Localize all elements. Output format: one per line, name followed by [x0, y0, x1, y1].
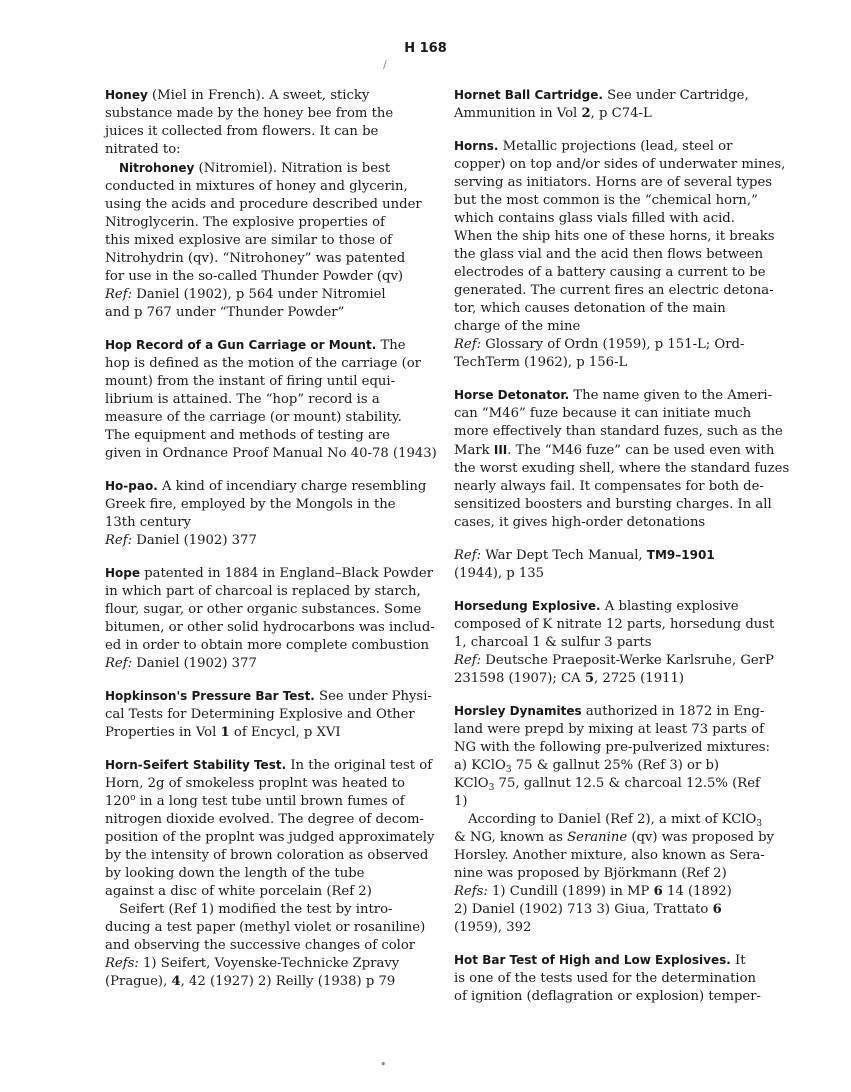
- text-line: [105, 391, 425, 409]
- text-span: KClO: [454, 776, 489, 791]
- text-span: 4: [171, 974, 181, 989]
- text-span: the glass vial and the acid then flows between: [454, 247, 764, 262]
- text-span: Ref:: [454, 653, 482, 668]
- text-span: Ref:: [105, 533, 133, 548]
- text-span: Mark: [454, 443, 494, 458]
- text-span: NG with the following pre-pulverized mixtures:: [454, 740, 770, 755]
- text-span: nearly always fail. It compensates for both de-: [454, 479, 764, 494]
- text-line: [105, 601, 425, 619]
- encyclopedia-entry: [105, 687, 432, 742]
- text-span: It: [730, 953, 746, 968]
- text-line: [454, 901, 772, 919]
- text-span: in a long test tube until brown fumes of: [135, 794, 405, 809]
- text-line: [454, 702, 772, 721]
- text-span: Refs:: [105, 956, 139, 971]
- text-span: mount) from the instant of firing until equi-: [105, 374, 396, 389]
- text-span: but the most common is the “chemical horn,”: [454, 193, 758, 208]
- text-span: nine was proposed by Björkmann (Ref 2): [454, 866, 727, 881]
- text-line: [454, 336, 772, 354]
- text-line: [105, 619, 435, 637]
- text-line: [454, 739, 772, 757]
- text-span: Ref:: [454, 548, 482, 563]
- text-line: [454, 192, 772, 210]
- text-line: [105, 214, 425, 232]
- text-line: [454, 546, 772, 565]
- text-span: Horn, 2g of smokeless proplnt was heated to: [105, 776, 405, 791]
- text-span: Seranine: [567, 830, 628, 845]
- text-span: Metallic projections (lead, steel or: [498, 139, 733, 154]
- encyclopedia-entry: [454, 546, 772, 583]
- text-line: [105, 901, 425, 919]
- text-line: [105, 86, 425, 105]
- text-line: [454, 246, 772, 264]
- text-span: and p 767 under “Thunder Powder”: [105, 305, 345, 320]
- text-line: [454, 652, 772, 670]
- text-line: [105, 919, 425, 937]
- text-line: [454, 883, 772, 901]
- text-span: The: [376, 338, 406, 353]
- text-line: [454, 460, 790, 478]
- text-line: [105, 532, 425, 550]
- text-span: 75, gallnut 12.5 & charcoal 12.5% (Ref: [494, 776, 760, 791]
- text-span: Glossary of Ordn (1959), p 151-L; Ord-: [481, 337, 745, 352]
- text-line: [105, 514, 425, 532]
- text-line: [454, 597, 772, 616]
- text-span: nitrated to:: [105, 142, 181, 157]
- text-span: Horsley. Another mixture, also known as Sera-: [454, 848, 765, 863]
- text-line: [105, 123, 425, 141]
- text-span: A kind of incendiary charge resembling: [157, 479, 427, 494]
- text-span: the worst exuding shell, where the standard fuzes: [454, 461, 790, 476]
- text-span: War Dept Tech Manual,: [481, 548, 647, 563]
- encyclopedia-entry: [454, 137, 786, 372]
- text-line: [105, 865, 425, 883]
- text-span: 75 & gallnut 25% (Ref 3) or b): [511, 758, 720, 773]
- entry-heading: Hot Bar Test of High and Low Explosives.: [454, 953, 731, 967]
- text-span: of ignition (deflagration or explosion) temper-: [454, 989, 761, 1004]
- text-span: is one of the tests used for the determination: [454, 971, 757, 986]
- text-line: [105, 477, 425, 496]
- text-span: Daniel (1902) 377: [132, 656, 257, 671]
- text-line: [105, 373, 425, 391]
- text-line: [454, 228, 775, 246]
- text-line: [105, 724, 425, 742]
- text-span: measure of the carriage (or mount) stability.: [105, 410, 402, 425]
- text-line: [105, 196, 425, 214]
- text-line: [105, 336, 425, 355]
- text-span: Daniel (1902), p 564 under Nitromiel: [132, 287, 386, 302]
- text-span: patented in 1884 in England–Black Powder: [140, 566, 434, 581]
- text-span: 6: [653, 884, 663, 899]
- text-span: , 2725 (1911): [594, 671, 685, 686]
- entry-heading: Hop Record of a Gun Carriage or Mount.: [105, 338, 377, 352]
- right-column: [454, 86, 790, 1020]
- text-line: [454, 405, 772, 423]
- entry-heading: Horn-Seifert Stability Test.: [105, 758, 287, 772]
- text-span: land were prepd by mixing at least 73 parts of: [454, 722, 764, 737]
- text-span: copper) on top and/or sides of underwater mines,: [454, 157, 786, 172]
- text-line: [454, 210, 772, 228]
- text-span: by looking down the length of the tube: [105, 866, 365, 881]
- text-span: Ref:: [454, 337, 482, 352]
- entry-heading: Horsley Dynamites: [454, 704, 582, 718]
- entry-heading: Hornet Ball Cartridge.: [454, 88, 603, 102]
- text-line: [454, 757, 772, 775]
- text-span: composed of K nitrate 12 parts, horsedung dust: [454, 617, 775, 632]
- text-span: 231598 (1907); CA: [454, 671, 585, 686]
- text-span: See under Cartridge,: [602, 88, 749, 103]
- text-span: 14 (1892): [662, 884, 732, 899]
- entry-heading: Hope: [105, 566, 141, 580]
- text-line: [454, 496, 772, 514]
- entry-heading: Honey: [105, 88, 148, 102]
- text-span: conducted in mixtures of honey and glycerin,: [105, 179, 408, 194]
- text-span: for use in the so-called Thunder Powder (qv): [105, 269, 404, 284]
- text-span: bitumen, or other solid hydrocarbons was includ-: [105, 620, 435, 635]
- text-span: a) KClO: [454, 758, 506, 773]
- entry-heading: TM9–1901: [646, 548, 715, 562]
- text-span: generated. The current fires an electric detona-: [454, 283, 774, 298]
- page-number: H 168: [404, 41, 447, 56]
- stray-mark: /: [383, 58, 387, 71]
- text-line: [105, 706, 425, 724]
- text-line: [454, 174, 772, 192]
- text-span: of Encycl, p XVI: [229, 725, 341, 740]
- text-span: (qv) was proposed by: [627, 830, 774, 845]
- text-span: charge of the mine: [454, 319, 581, 334]
- text-line: [454, 847, 772, 865]
- text-span: sensitized boosters and bursting charges. In all: [454, 497, 772, 512]
- text-span: (1959), 392: [454, 920, 532, 935]
- text-line: [105, 756, 433, 775]
- text-span: position of the proplnt was judged approximately: [105, 830, 435, 845]
- text-span: Nitrohydrin (qv). “Nitrohoney” was patented: [105, 251, 406, 266]
- text-line: [454, 137, 772, 156]
- text-span: against a disc of white porcelain (Ref 2): [105, 884, 372, 899]
- text-span: 120: [105, 794, 131, 809]
- text-span: this mixed explosive are similar to those of: [105, 233, 393, 248]
- text-line: [105, 655, 425, 673]
- text-line: [105, 268, 425, 286]
- text-line: [454, 86, 772, 105]
- text-line: [454, 441, 775, 460]
- text-line: [105, 687, 432, 706]
- text-span: Ref:: [105, 287, 133, 302]
- text-span: Ref:: [105, 656, 133, 671]
- text-span: substance made by the honey bee from the: [105, 106, 394, 121]
- entry-heading: Hopkinson's Pressure Bar Test.: [105, 689, 315, 703]
- text-line: [105, 409, 425, 427]
- text-span: electrodes of a battery causing a current to be: [454, 265, 766, 280]
- text-line: [454, 386, 772, 405]
- text-span: , p C74-L: [590, 106, 652, 121]
- text-span: flour, sugar, or other organic substances. Some: [105, 602, 422, 617]
- text-line: [454, 156, 786, 174]
- text-span: (1944), p 135: [454, 566, 545, 581]
- text-line: [105, 583, 425, 601]
- text-span: 1) Cundill (1899) in MP: [487, 884, 654, 899]
- text-line: [105, 955, 425, 973]
- text-span: Properties in Vol: [105, 725, 221, 740]
- encyclopedia-entry: [105, 86, 425, 322]
- text-span: can “M46” fuze because it can initiate much: [454, 406, 752, 421]
- text-span: 1: [220, 725, 230, 740]
- text-span: 2: [581, 106, 591, 121]
- left-column: [105, 86, 437, 1005]
- text-span: 2) Daniel (1902) 713 3) Giua, Trattato: [454, 902, 713, 917]
- text-line: [454, 775, 772, 793]
- text-span: 13th century: [105, 515, 191, 530]
- text-line: [454, 616, 775, 634]
- text-line: [454, 811, 772, 829]
- entry-heading: Horns.: [454, 139, 499, 153]
- text-line: [454, 970, 772, 988]
- entry-heading: Ho-pao.: [105, 479, 158, 493]
- encyclopedia-entry: [454, 702, 772, 937]
- text-line: [105, 286, 425, 304]
- text-line: [105, 178, 425, 196]
- text-line: [105, 883, 425, 901]
- encyclopedia-entry: [454, 386, 790, 532]
- text-span: & NG, known as: [454, 830, 568, 845]
- text-span: Refs:: [454, 884, 488, 899]
- entry-heading: III: [493, 443, 508, 457]
- text-line: [454, 318, 772, 336]
- text-span: The equipment and methods of testing are: [105, 428, 390, 443]
- encyclopedia-entry: [454, 86, 772, 123]
- text-span: A blasting explosive: [600, 599, 739, 614]
- text-span: and observing the successive changes of color: [105, 938, 416, 953]
- text-span: . The “M46 fuze” can be used even with: [507, 443, 775, 458]
- text-line: [105, 829, 435, 847]
- text-line: [454, 951, 772, 970]
- text-line: [454, 354, 772, 372]
- text-span: (Prague),: [105, 974, 172, 989]
- text-span: more effectively than standard fuzes, such as the: [454, 424, 783, 439]
- text-line: [105, 304, 425, 322]
- text-span: ed in order to obtain more complete combustion: [105, 638, 430, 653]
- text-span: The name given to the Ameri-: [569, 388, 773, 403]
- text-line: [454, 423, 783, 441]
- text-line: [105, 141, 425, 159]
- text-line: [105, 811, 425, 829]
- text-span: by the intensity of brown coloration as observed: [105, 848, 429, 863]
- text-line: [105, 564, 434, 583]
- text-span: using the acids and procedure described under: [105, 197, 422, 212]
- text-line: [454, 514, 772, 532]
- text-span: 3: [488, 783, 495, 793]
- text-span: Seifert (Ref 1) modified the test by intro-: [119, 902, 393, 917]
- text-span: See under Physi-: [314, 689, 432, 704]
- encyclopedia-entry: [105, 756, 435, 991]
- text-span: 6: [712, 902, 722, 917]
- text-line: [454, 670, 772, 688]
- text-line: [105, 445, 437, 463]
- text-span: o: [130, 793, 136, 803]
- text-line: [454, 282, 772, 300]
- text-span: authorized in 1872 in Eng-: [581, 704, 765, 719]
- encyclopedia-entry: [105, 477, 425, 550]
- entry-heading: Nitrohoney: [119, 161, 195, 175]
- text-span: 1, charcoal 1 & sulfur 3 parts: [454, 635, 652, 650]
- text-line: [454, 478, 772, 496]
- text-span: nitrogen dioxide evolved. The degree of decom-: [105, 812, 424, 827]
- text-line: [105, 637, 430, 655]
- entry-heading: Horsedung Explosive.: [454, 599, 601, 613]
- text-line: [454, 721, 772, 739]
- text-span: hop is defined as the motion of the carriage (or: [105, 356, 421, 371]
- text-span: Greek fire, employed by the Mongols in the: [105, 497, 396, 512]
- text-span: in which part of charcoal is replaced by starch,: [105, 584, 421, 599]
- text-line: [454, 793, 772, 811]
- text-span: According to Daniel (Ref 2), a mixt of KClO: [468, 812, 757, 827]
- text-span: Deutsche Praeposit-Werke Karlsruhe, GerP: [481, 653, 774, 668]
- text-span: Nitroglycerin. The explosive properties of: [105, 215, 385, 230]
- text-line: [454, 300, 772, 318]
- text-line: [454, 105, 772, 123]
- text-line: [454, 865, 772, 883]
- text-line: [454, 565, 772, 583]
- encyclopedia-entry: [454, 597, 775, 688]
- text-span: juices it collected from flowers. It can be: [105, 124, 379, 139]
- text-line: [105, 250, 425, 268]
- text-line: [105, 937, 425, 955]
- text-line: [105, 427, 425, 445]
- text-line: [454, 829, 772, 847]
- text-line: [105, 973, 425, 991]
- text-span: cases, it gives high-order detonations: [454, 515, 706, 530]
- text-span: 1): [454, 794, 468, 809]
- text-line: [105, 496, 425, 514]
- text-line: [105, 775, 425, 793]
- text-span: serving as initiators. Horns are of several types: [454, 175, 773, 190]
- text-span: 3: [505, 765, 512, 775]
- text-span: TechTerm (1962), p 156-L: [454, 355, 628, 370]
- text-span: 1) Seifert, Voyenske-Technicke Zpravy: [138, 956, 400, 971]
- text-span: Daniel (1902) 377: [132, 533, 257, 548]
- text-span: Ammunition in Vol: [454, 106, 582, 121]
- text-line: [454, 988, 772, 1006]
- text-line: [105, 232, 425, 250]
- encyclopedia-entry: [105, 564, 435, 673]
- text-span: librium is attained. The “hop” record is a: [105, 392, 380, 407]
- text-span: In the original test of: [286, 758, 433, 773]
- text-span: ducing a test paper (methyl violet or rosaniline): [105, 920, 426, 935]
- stray-dot: •: [380, 1058, 387, 1071]
- text-line: [105, 355, 425, 373]
- text-line: [105, 159, 425, 178]
- text-span: , 42 (1927) 2) Reilly (1938) p 79: [180, 974, 396, 989]
- text-span: which contains glass vials filled with acid.: [454, 211, 735, 226]
- text-line: [105, 105, 425, 123]
- text-span: tor, which causes detonation of the main: [454, 301, 726, 316]
- encyclopedia-entry: [105, 336, 437, 463]
- text-span: given in Ordnance Proof Manual No 40-78 (1943): [105, 446, 437, 461]
- text-span: When the ship hits one of these horns, it breaks: [454, 229, 775, 244]
- text-span: 5: [584, 671, 595, 686]
- text-span: 3: [756, 819, 763, 829]
- entry-heading: Horse Detonator.: [454, 388, 570, 402]
- text-span: (Miel in French). A sweet, sticky: [147, 88, 370, 103]
- text-line: [105, 793, 425, 811]
- text-line: [105, 847, 429, 865]
- encyclopedia-entry: [454, 951, 772, 1006]
- text-line: [454, 919, 772, 937]
- text-line: [454, 634, 772, 652]
- text-line: [454, 264, 772, 282]
- text-span: (Nitromiel). Nitration is best: [194, 161, 391, 176]
- text-span: cal Tests for Determining Explosive and Other: [105, 707, 415, 722]
